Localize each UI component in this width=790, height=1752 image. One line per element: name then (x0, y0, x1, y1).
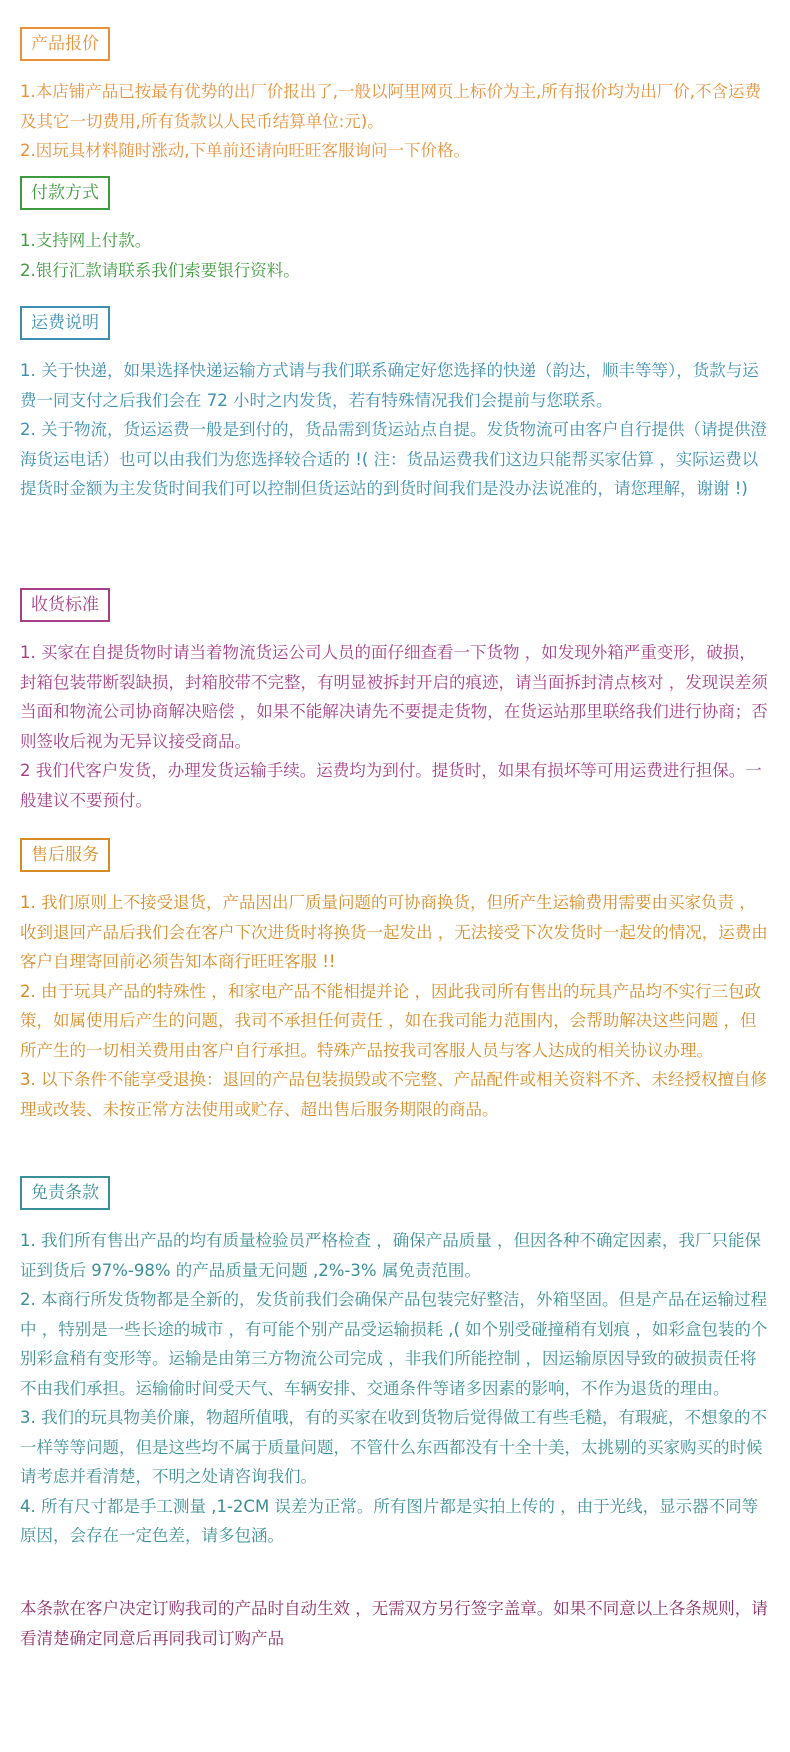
section-body-payment (20, 226, 772, 285)
payment-line-1: 1.支持网上付款。 (20, 231, 152, 250)
disclaimer-line-3: 3. 我们的玩具物美价廉，物超所值哦，有的买家在收到货物后觉得做工有些毛糙，有瑕疵，不想象的不一样等等问题，但是这些均不属于质量问题，不管什么东西都没有十全十美，太挑剔的买家购买的时候请考虑并看清楚，不明之处请咨询我们。 (20, 1408, 767, 1486)
section-pricing (20, 27, 772, 166)
after-sales-line-2: 2. 由于玩具产品的特殊性 ，和家电产品不能相提并论 ，因此我司所有售出的玩具产品均不实行三包政策，如属使用后产生的问题，我司不承担任何责任 ，如在我司能力范围内，会帮助解决这些问题 ，但所产生的一切相关费用由客户自行承担。特殊产品按我司客服人员与客人达成的相关协议办理。 (20, 981, 761, 1060)
section-body-pricing (20, 77, 772, 166)
section-body-receiving (20, 638, 772, 815)
payment-line-2: 2.银行汇款请联系我们索要银行资料。 (20, 260, 300, 280)
pricing-line-1: 1.本店铺产品已按最有优势的出厂价报出了,一般以阿里网页上标价为主,所有报价均为出厂价,不含运费及其它一切费用,所有货款以人民币结算单位:元)。 (20, 82, 761, 131)
disclaimer-line-1: 1. 我们所有售出产品的均有质量检验员严格检查 ，确保产品质量 ，但因各种不确定因素，我厂只能保证到货后 97%-98% 的产品质量无问题 ,2%-3% 属免责范围。 (20, 1231, 761, 1280)
receiving-line-1: 1. 买家在自提货物时请当着物流货运公司人员的面仔细查看一下货物 ，如发现外箱严重变形，破损，封箱包装带断裂缺损，封箱胶带不完整，有明显被拆封开启的痕迹，请当面拆封清点核对 ，发现误差须当面和物流公司协商解决赔偿 ，如果不能解决请先不要提走货物，在货运站那里联络我们进行协商；否则签收后视为无异议接受商品。 (20, 643, 768, 751)
after-sales-line-1: 1. 我们原则上不接受退货，产品因出厂质量问题的可协商换货，但所产生运输费用需要由买家负责 ，收到退回产品后我们会在客户下次进货时将换货一起发出 ，无法接受下次发货时一起发的情况，运费由客户自理寄回前必须告知本商行旺旺客服 !! (20, 893, 768, 971)
footer-terms (20, 1594, 772, 1653)
section-body-disclaimer (20, 1226, 772, 1551)
section-disclaimer (20, 1176, 772, 1551)
shipping-line-1: 1. 关于快递，如果选择快递运输方式请与我们联系确定好您选择的快递（韵达，顺丰等等），货款与运费一同支付之后我们会在 72 小时之内发货，若有特殊情况我们会提前与您联系。 (20, 361, 759, 410)
disclaimer-line-4: 4. 所有尺寸都是手工测量 ,1-2CM 误差为正常。所有图片都是实拍上传的 ，由于光线，显示器不同等原因，会存在一定色差，请多包涵。 (20, 1496, 759, 1545)
pricing-line-2: 2.因玩具材料随时涨动,下单前还请向旺旺客服询问一下价格。 (20, 141, 470, 160)
section-payment (20, 176, 772, 285)
section-body-shipping (20, 356, 772, 504)
disclaimer-line-2: 2. 本商行所发货物都是全新的，发货前我们会确保产品包装完好整洁，外箱坚固。但是产品在运输过程中 ，特别是一些长途的城市 ，有可能个别产品受运输损耗 ,( 如个别受碰撞稍有划痕 ，如彩盒包装的个别彩盒稍有变形等。运输是由第三方物流公司完成 ，非我们所能控制 ，因运输原因导致的破损责任将不由我们承担。运输偷时间受天气、车辆安排、交通条件等诸多因素的影响，不作为退货的理由。 (20, 1290, 768, 1398)
section-shipping (20, 306, 772, 504)
section-body-after-sales (20, 888, 772, 1124)
footer-text: 本条款在客户决定订购我司的产品时自动生效 ，无需双方另行签字盖章。如果不同意以上各条规则，请看清楚确定同意后再同我司订购产品 (20, 1599, 768, 1648)
receiving-line-2: 2 我们代客户发货，办理发货运输手续。运费均为到付。提货时，如果有损坏等可用运费进行担保。一般建议不要预付。 (20, 761, 762, 810)
section-title-disclaimer: 免责条款 (20, 1176, 110, 1210)
section-title-payment: 付款方式 (20, 176, 110, 210)
shipping-line-2: 2. 关于物流，货运运费一般是到付的，货品需到货运站点自提。发货物流可由客户自行提供（请提供澄海货运电话）也可以由我们为您选择较合适的 !( 注：货品运费我们这边只能帮买家估算 ，实际运费以提货时金额为主发货时间我们可以控制但货运站的到货时间我们是没办法说准的，请您理解，谢谢 !) (20, 420, 767, 498)
after-sales-line-3: 3. 以下条件不能享受退换：退回的产品包装损毁或不完整、产品配件或相关资料不齐、未经授权擅自修理或改装、未按正常方法使用或贮存、超出售后服务期限的商品。 (20, 1070, 767, 1119)
section-after-sales (20, 838, 772, 1124)
section-title-receiving: 收货标准 (20, 588, 110, 622)
section-title-after-sales: 售后服务 (20, 838, 110, 872)
section-title-shipping: 运费说明 (20, 306, 110, 340)
section-receiving (20, 588, 772, 815)
section-title-pricing: 产品报价 (20, 27, 110, 61)
